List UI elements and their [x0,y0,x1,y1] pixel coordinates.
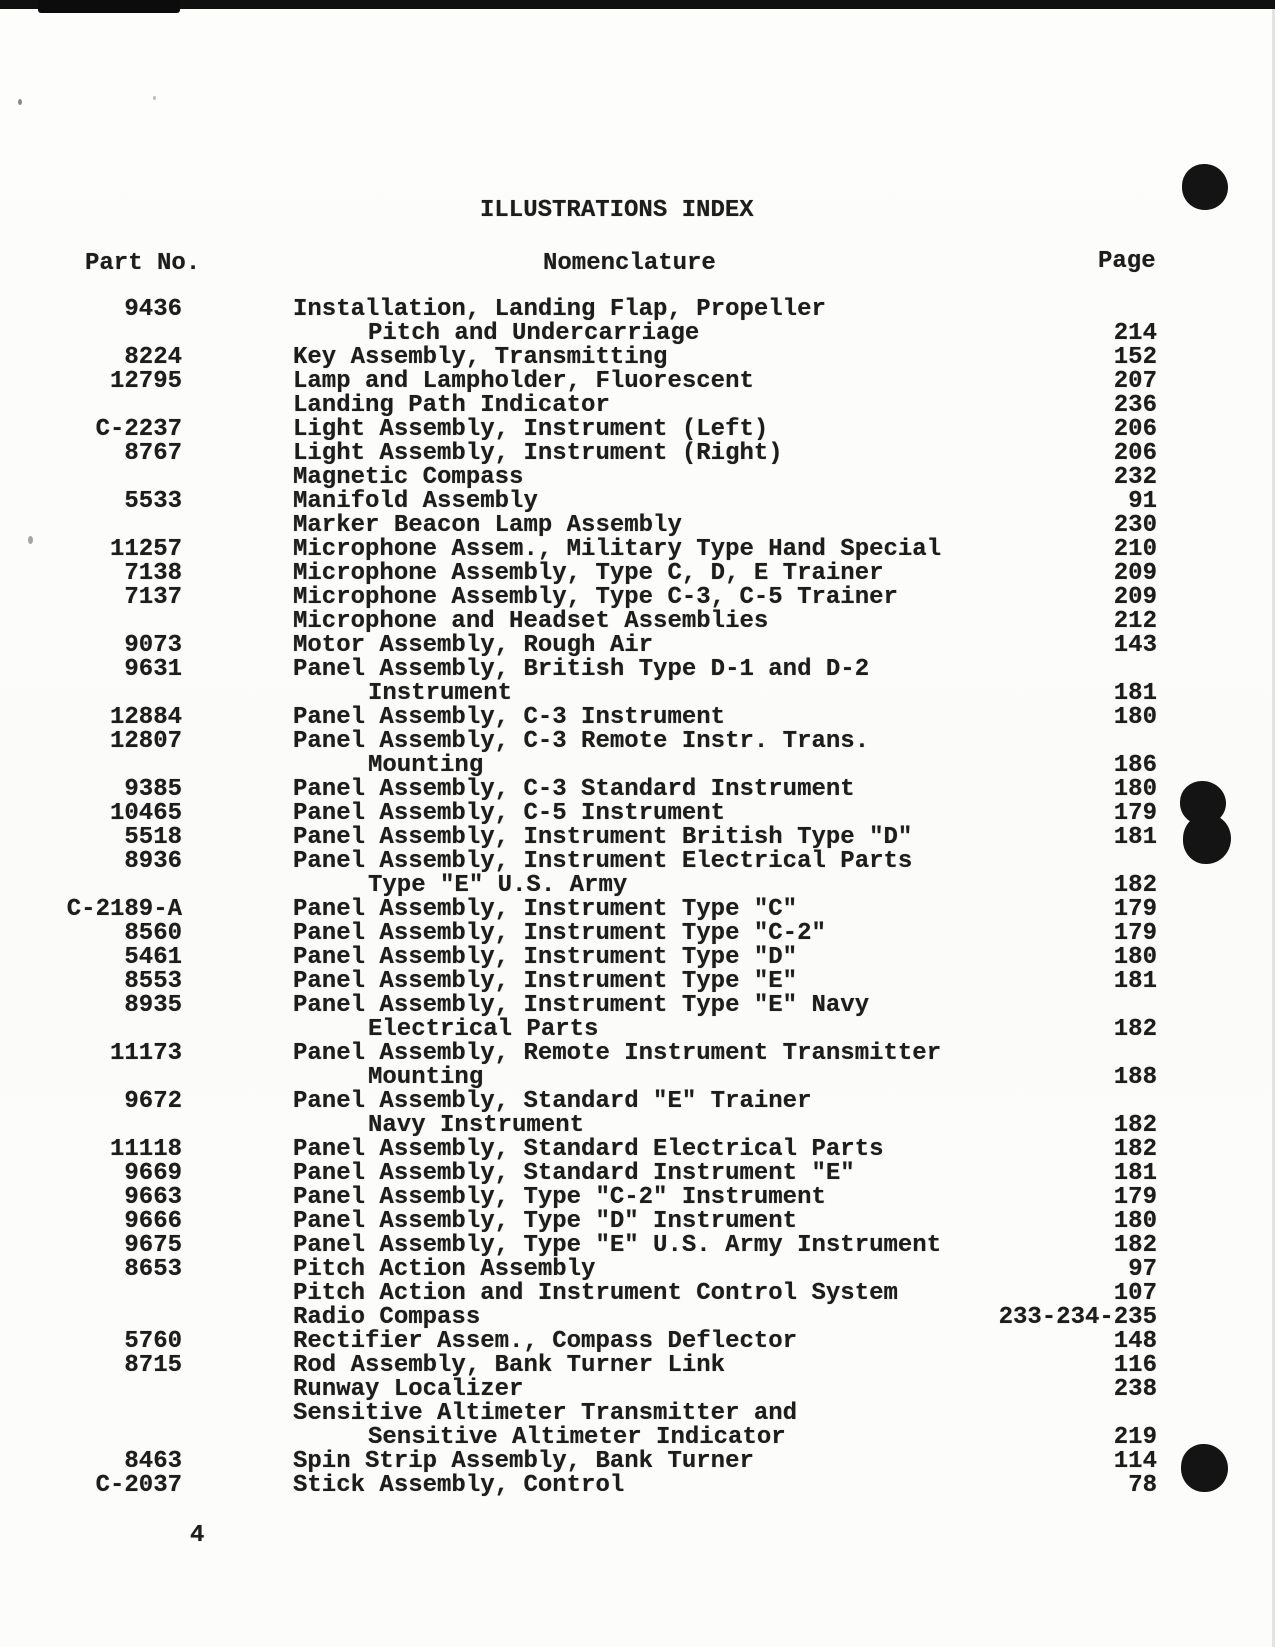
page-number: 78 [1128,1472,1157,1499]
folio-page-number: 4 [190,1522,205,1549]
index-row [0,322,1275,346]
index-row [0,946,1275,970]
page-number: 186 [1113,752,1157,779]
nomenclature-text: Pitch Action and Instrument Control System [293,1280,898,1307]
nomenclature-text: Panel Assembly, Instrument Type "E" [293,968,798,995]
nomenclature-text: Manifold Assembly [293,488,538,515]
index-row [0,922,1275,946]
nomenclature-text: Sensitive Altimeter Indicator [368,1424,786,1451]
nomenclature-text: Navy Instrument [368,1112,585,1139]
nomenclature-text: Landing Path Indicator [293,392,610,419]
index-row [0,562,1275,586]
nomenclature-text: Panel Assembly, Remote Instrument Transmitter [293,1040,942,1067]
nomenclature-text: Microphone Assembly, Type C-3, C-5 Trainer [293,584,898,611]
index-row [0,874,1275,898]
index-row [0,802,1275,826]
nomenclature-text: Motor Assembly, Rough Air [293,632,654,659]
page-number: 238 [1113,1376,1157,1403]
part-number: 9669 [124,1160,182,1187]
nomenclature-text: Sensitive Altimeter Transmitter and [293,1400,798,1427]
page-number: 180 [1113,776,1157,803]
page-number: 180 [1113,1208,1157,1235]
index-row [0,706,1275,730]
nomenclature-text: Runway Localizer [293,1376,524,1403]
index-row [0,1162,1275,1186]
index-row [0,1114,1275,1138]
part-number: 7137 [124,584,182,611]
part-number: 8936 [124,848,182,875]
part-number: 9385 [124,776,182,803]
part-number: 9672 [124,1088,182,1115]
index-row [0,1186,1275,1210]
nomenclature-text: Panel Assembly, C-3 Standard Instrument [293,776,855,803]
part-number: 11118 [109,1136,182,1163]
column-header-nomenclature: Nomenclature [543,250,716,277]
page-number: 232 [1113,464,1157,491]
index-row [0,538,1275,562]
page-number: 182 [1113,1136,1157,1163]
nomenclature-text: Microphone and Headset Assemblies [293,608,769,635]
page-number: 182 [1113,1112,1157,1139]
part-number: 9675 [124,1232,182,1259]
part-number: 5760 [124,1328,182,1355]
part-number: C-2189-A [66,896,182,923]
index-row [0,730,1275,754]
index-row [0,898,1275,922]
index-row [0,1210,1275,1234]
nomenclature-text: Electrical Parts [368,1016,599,1043]
index-row [0,298,1275,322]
nomenclature-text: Panel Assembly, C-3 Instrument [293,704,726,731]
page-number: 188 [1113,1064,1157,1091]
part-number: 11173 [109,1040,182,1067]
page-number: 179 [1113,896,1157,923]
nomenclature-text: Stick Assembly, Control [293,1472,625,1499]
part-number: C-2237 [95,416,182,443]
index-row [0,682,1275,706]
nomenclature-text: Panel Assembly, Standard Instrument "E" [293,1160,855,1187]
nomenclature-text: Panel Assembly, Standard "E" Trainer [293,1088,812,1115]
nomenclature-text: Instrument [368,680,513,707]
part-number: 8224 [124,344,182,371]
page-number: 179 [1113,1184,1157,1211]
part-number: 12884 [109,704,182,731]
page-number: 107 [1113,1280,1157,1307]
part-number: 5461 [124,944,182,971]
nomenclature-text: Type "E" U.S. Army [368,872,628,899]
page-number: 181 [1113,1160,1157,1187]
index-row [0,586,1275,610]
index-row [0,1474,1275,1498]
scan-speck [153,96,156,100]
punch-hole-mark-top [1182,164,1228,210]
punch-hole-mark-bottom [1181,1444,1228,1492]
column-header-part-no: Part No. [85,250,201,277]
index-row [0,994,1275,1018]
part-number: 8767 [124,440,182,467]
index-row [0,1402,1275,1426]
part-number: 10465 [109,800,182,827]
index-row [0,754,1275,778]
nomenclature-text: Panel Assembly, Instrument Type "D" [293,944,798,971]
index-row [0,1138,1275,1162]
nomenclature-text: Panel Assembly, Instrument British Type "D" [293,824,913,851]
page-number: 210 [1113,536,1157,563]
part-number: 8553 [124,968,182,995]
page-number: 236 [1113,392,1157,419]
part-number: 5518 [124,824,182,851]
index-row [0,418,1275,442]
index-row [0,1234,1275,1258]
page-number: 143 [1113,632,1157,659]
index-row [0,1306,1275,1330]
illustrations-index-table [0,298,1275,1498]
nomenclature-text: Mounting [368,1064,484,1091]
index-row [0,610,1275,634]
page-number: 207 [1113,368,1157,395]
part-number: 11257 [109,536,182,563]
page-number: 209 [1113,560,1157,587]
page-number: 116 [1113,1352,1157,1379]
nomenclature-text: Marker Beacon Lamp Assembly [293,512,682,539]
part-number: C-2037 [95,1472,182,1499]
index-row [0,370,1275,394]
nomenclature-text: Panel Assembly, Type "D" Instrument [293,1208,798,1235]
part-number: 12807 [109,728,182,755]
nomenclature-text: Panel Assembly, C-5 Instrument [293,800,726,827]
part-number: 8653 [124,1256,182,1283]
part-number: 12795 [109,368,182,395]
index-row [0,1450,1275,1474]
nomenclature-text: Radio Compass [293,1304,481,1331]
page-number: 214 [1113,320,1157,347]
index-row [0,1090,1275,1114]
page-number: 152 [1113,344,1157,371]
index-row [0,346,1275,370]
nomenclature-text: Lamp and Lampholder, Fluorescent [293,368,754,395]
part-number: 9436 [124,296,182,323]
nomenclature-text: Panel Assembly, Standard Electrical Parts [293,1136,884,1163]
nomenclature-text: Pitch Action Assembly [293,1256,596,1283]
nomenclature-text: Rectifier Assem., Compass Deflector [293,1328,798,1355]
scan-speck [18,99,22,105]
page-number: 212 [1113,608,1157,635]
nomenclature-text: Panel Assembly, Type "C-2" Instrument [293,1184,826,1211]
index-row [0,1378,1275,1402]
scan-top-bar [0,0,1275,9]
page-number: 181 [1113,824,1157,851]
nomenclature-text: Spin Strip Assembly, Bank Turner [293,1448,754,1475]
page-number: 181 [1113,968,1157,995]
page-number: 91 [1128,488,1157,515]
page-number: 233-234-235 [998,1304,1157,1331]
scan-speck [28,536,33,544]
part-number: 8935 [124,992,182,1019]
part-number: 5533 [124,488,182,515]
page-number: 206 [1113,416,1157,443]
index-row [0,1354,1275,1378]
page-number: 209 [1113,584,1157,611]
index-row [0,1282,1275,1306]
nomenclature-text: Key Assembly, Transmitting [293,344,668,371]
nomenclature-text: Light Assembly, Instrument (Right) [293,440,783,467]
nomenclature-text: Panel Assembly, Instrument Type "E" Navy [293,992,870,1019]
page-number: 114 [1113,1448,1157,1475]
page-number: 180 [1113,704,1157,731]
index-row [0,1042,1275,1066]
page-number: 182 [1113,1016,1157,1043]
nomenclature-text: Panel Assembly, Instrument Electrical Parts [293,848,913,875]
index-row [0,1426,1275,1450]
part-number: 9631 [124,656,182,683]
nomenclature-text: Panel Assembly, Instrument Type "C" [293,896,798,923]
nomenclature-text: Panel Assembly, Type "E" U.S. Army Instrument [293,1232,942,1259]
part-number: 7138 [124,560,182,587]
nomenclature-text: Rod Assembly, Bank Turner Link [293,1352,726,1379]
nomenclature-text: Magnetic Compass [293,464,524,491]
index-row [0,466,1275,490]
nomenclature-text: Pitch and Undercarriage [368,320,700,347]
page-number: 206 [1113,440,1157,467]
part-number: 8715 [124,1352,182,1379]
nomenclature-text: Panel Assembly, Instrument Type "C-2" [293,920,826,947]
punch-hole-mark-middle-lower [1183,814,1231,864]
part-number: 8560 [124,920,182,947]
page-number: 179 [1113,800,1157,827]
page-number: 230 [1113,512,1157,539]
index-row [0,1330,1275,1354]
page-number: 97 [1128,1256,1157,1283]
index-row [0,514,1275,538]
page-number: 179 [1113,920,1157,947]
page-number: 182 [1113,872,1157,899]
page-number: 148 [1113,1328,1157,1355]
part-number: 8463 [124,1448,182,1475]
part-number: 9666 [124,1208,182,1235]
part-number: 9073 [124,632,182,659]
nomenclature-text: Light Assembly, Instrument (Left) [293,416,769,443]
index-row [0,394,1275,418]
page-number: 181 [1113,680,1157,707]
index-row [0,442,1275,466]
index-row [0,778,1275,802]
part-number: 9663 [124,1184,182,1211]
page-title: ILLUSTRATIONS INDEX [480,197,754,224]
index-row [0,1018,1275,1042]
index-row [0,1066,1275,1090]
nomenclature-text: Mounting [368,752,484,779]
nomenclature-text: Microphone Assembly, Type C, D, E Trainer [293,560,884,587]
index-row [0,826,1275,850]
column-header-page: Page [1098,248,1156,275]
index-row [0,490,1275,514]
index-row [0,970,1275,994]
index-row [0,1258,1275,1282]
page-number: 219 [1113,1424,1157,1451]
page-number: 182 [1113,1232,1157,1259]
scan-top-bar-notch [38,0,180,13]
index-row [0,634,1275,658]
index-row [0,658,1275,682]
nomenclature-text: Installation, Landing Flap, Propeller [293,296,826,323]
nomenclature-text: Panel Assembly, British Type D-1 and D-2 [293,656,870,683]
index-row [0,850,1275,874]
page-number: 180 [1113,944,1157,971]
nomenclature-text: Panel Assembly, C-3 Remote Instr. Trans. [293,728,870,755]
nomenclature-text: Microphone Assem., Military Type Hand Special [293,536,942,563]
